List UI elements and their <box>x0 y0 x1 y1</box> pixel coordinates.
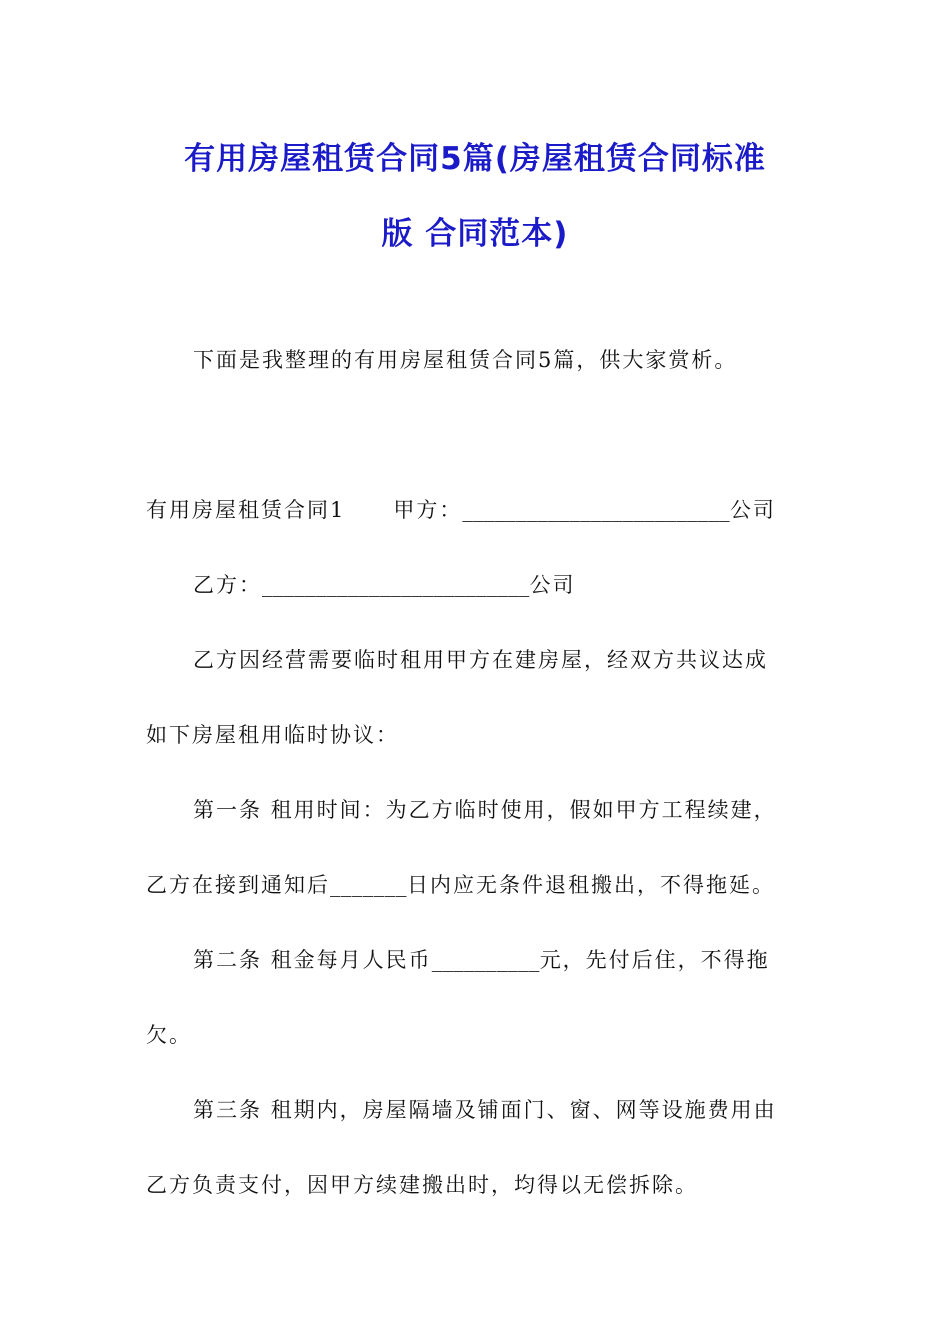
article-1-text-a: 乙方在接到通知后 <box>146 873 330 897</box>
document-title-line-1: 有用房屋租赁合同5篇(房屋租赁合同标准 <box>184 141 766 177</box>
party-b-label: 乙方： <box>193 573 262 597</box>
party-a-line <box>146 495 776 525</box>
preamble-line-1: 乙方因经营需要临时租用甲方在建房屋，经双方共议达成 <box>193 648 768 672</box>
article-1-line-1: 第一条 租用时间：为乙方临时使用，假如甲方工程续建， <box>193 798 777 822</box>
article-1-line-2 <box>146 870 775 900</box>
article-2-line-2: 欠。 <box>146 1023 192 1047</box>
article-2-text-a: 第二条 租金每月人民币 <box>193 948 432 972</box>
article-1-blank: _______ <box>330 873 407 897</box>
article-3-line-2: 乙方负责支付，因甲方续建搬出时，均得以无偿拆除。 <box>146 1173 698 1197</box>
party-b-suffix: 公司 <box>529 573 576 597</box>
preamble-line-2: 如下房屋租用临时协议： <box>146 723 399 747</box>
party-a-label: 甲方： <box>393 498 463 522</box>
party-b-blank: _________________________ <box>262 573 530 597</box>
article-3-line-1: 第三条 租期内，房屋隔墙及铺面门、窗、网等设施费用由 <box>193 1098 777 1122</box>
party-a-blank: _________________________ <box>462 498 730 522</box>
article-1-text-b: 日内应无条件退租搬出，不得拖延。 <box>407 873 775 897</box>
article-2-text-b: 元，先付后住，不得拖 <box>539 948 770 972</box>
party-b-line <box>193 570 576 600</box>
contract-heading: 有用房屋租赁合同1 <box>146 498 346 522</box>
article-2-blank: __________ <box>431 948 540 972</box>
document-title-line-2: 版 合同范本) <box>381 216 569 252</box>
party-a-suffix: 公司 <box>729 498 776 522</box>
article-2-line-1 <box>193 945 770 975</box>
intro-paragraph: 下面是我整理的有用房屋租赁合同5篇，供大家赏析。 <box>193 348 738 372</box>
